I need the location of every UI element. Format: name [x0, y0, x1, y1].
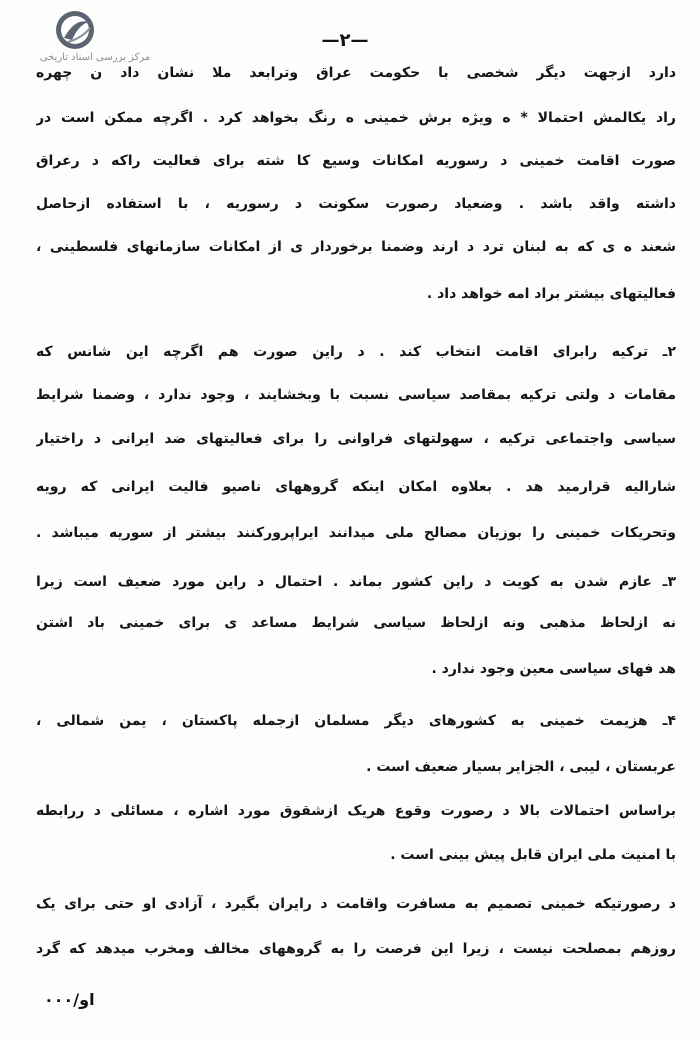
text-line: وتحریکات خمینی را بوزیان مصالح ملی میدانند ایراپرورکنند بیشتر از سوریه میباشد . — [36, 525, 676, 541]
text-line: صورت اقامت خمینی د رسوریه امکانات وسیع کا شته برای فعالیت راکه د رعراق — [36, 153, 676, 169]
text-line: د رصورتیکه خمینی تصمیم به مسافرت واقامت د رایران بگیرد ، آزادی او حتی برای یک — [36, 896, 676, 912]
text-line: فعالیتهای بیشتر براد امه خواهد داد . — [426, 286, 676, 302]
continuation-note: او/۰۰۰ — [44, 990, 95, 1009]
text-line: شعند ه ی که به لبنان ترد د ارند وضمنا برخوردار ی از امکانات سازمانهای فلسطینی ، — [36, 239, 676, 255]
page-number: —۲— — [321, 30, 369, 51]
text-line: ۳ـ عازم شدن به کویت د راین کشور بماند . احتمال د راین مورد ضعیف است زیرا — [36, 574, 676, 590]
text-line: راد یکالمش احتمالا * ه ویژه برش خمینی ه رنگ بخواهد کرد . اگرچه ممکن است در — [36, 110, 676, 126]
text-line: ۲ـ ترکیه رابرای اقامت انتخاب کند . د راین صورت هم اگرچه این شانس که — [36, 344, 676, 360]
text-line: دارد ازجهت دیگر شخصی با حکومت عراق وترابعد ملا نشان داد ن چهره — [36, 65, 676, 81]
archive-logo-text: مرکز بررسی اسناد تاریخی — [39, 52, 151, 63]
text-line: با امنیت ملی ایران قابل پیش بینی است . — [390, 847, 676, 863]
text-line: شاراليه قرارميد هد . بعلاوه امكان اينكه گروههای ناصیو فالیت ایرانی که رویه — [36, 479, 676, 495]
archive-emblem-icon — [42, 8, 112, 52]
text-line: سیاسی واجتماعی ترکیه ، سهولتهای فراوانی را برای فعالیتهای ضد ایرانی د راختیار — [36, 431, 676, 447]
text-line: ۴ـ هزیمت خمینی به کشورهای دیگر مسلمان ازجمله پاکستان ، یمن شمالی ، — [36, 713, 676, 729]
text-line: هد فهای سیاسی معین وجود ندارد . — [431, 661, 676, 677]
text-line: روزهم بمصلحت نیست ، زیرا این فرصت را به گروههای مخالف ومخرب میدهد که گرد — [36, 941, 676, 957]
text-line: داشته واقد باشد . وضعیاد رصورت سکونت د رسوریه ، با استفاده ازحاصل — [36, 196, 676, 212]
archive-logo — [30, 8, 151, 68]
text-line: براساس احتمالات بالا د رصورت وقوع هریک ازشقوق مورد اشاره ، مسائلی د ررابطه — [36, 803, 676, 819]
text-line: مقامات د ولتی ترکیه بمقاصد سیاسی نسبت با وبخشایند ، وجود ندارد ، وضمنا شرایط — [36, 387, 676, 403]
text-line: عربستان ، لیبی ، الجزایر بسیار ضعیف است . — [366, 759, 676, 775]
text-line: نه ازلحاظ مذهبی ونه ازلحاظ سیاسی شرایط مساعد ی برای خمینی باد اشتن — [36, 615, 676, 631]
